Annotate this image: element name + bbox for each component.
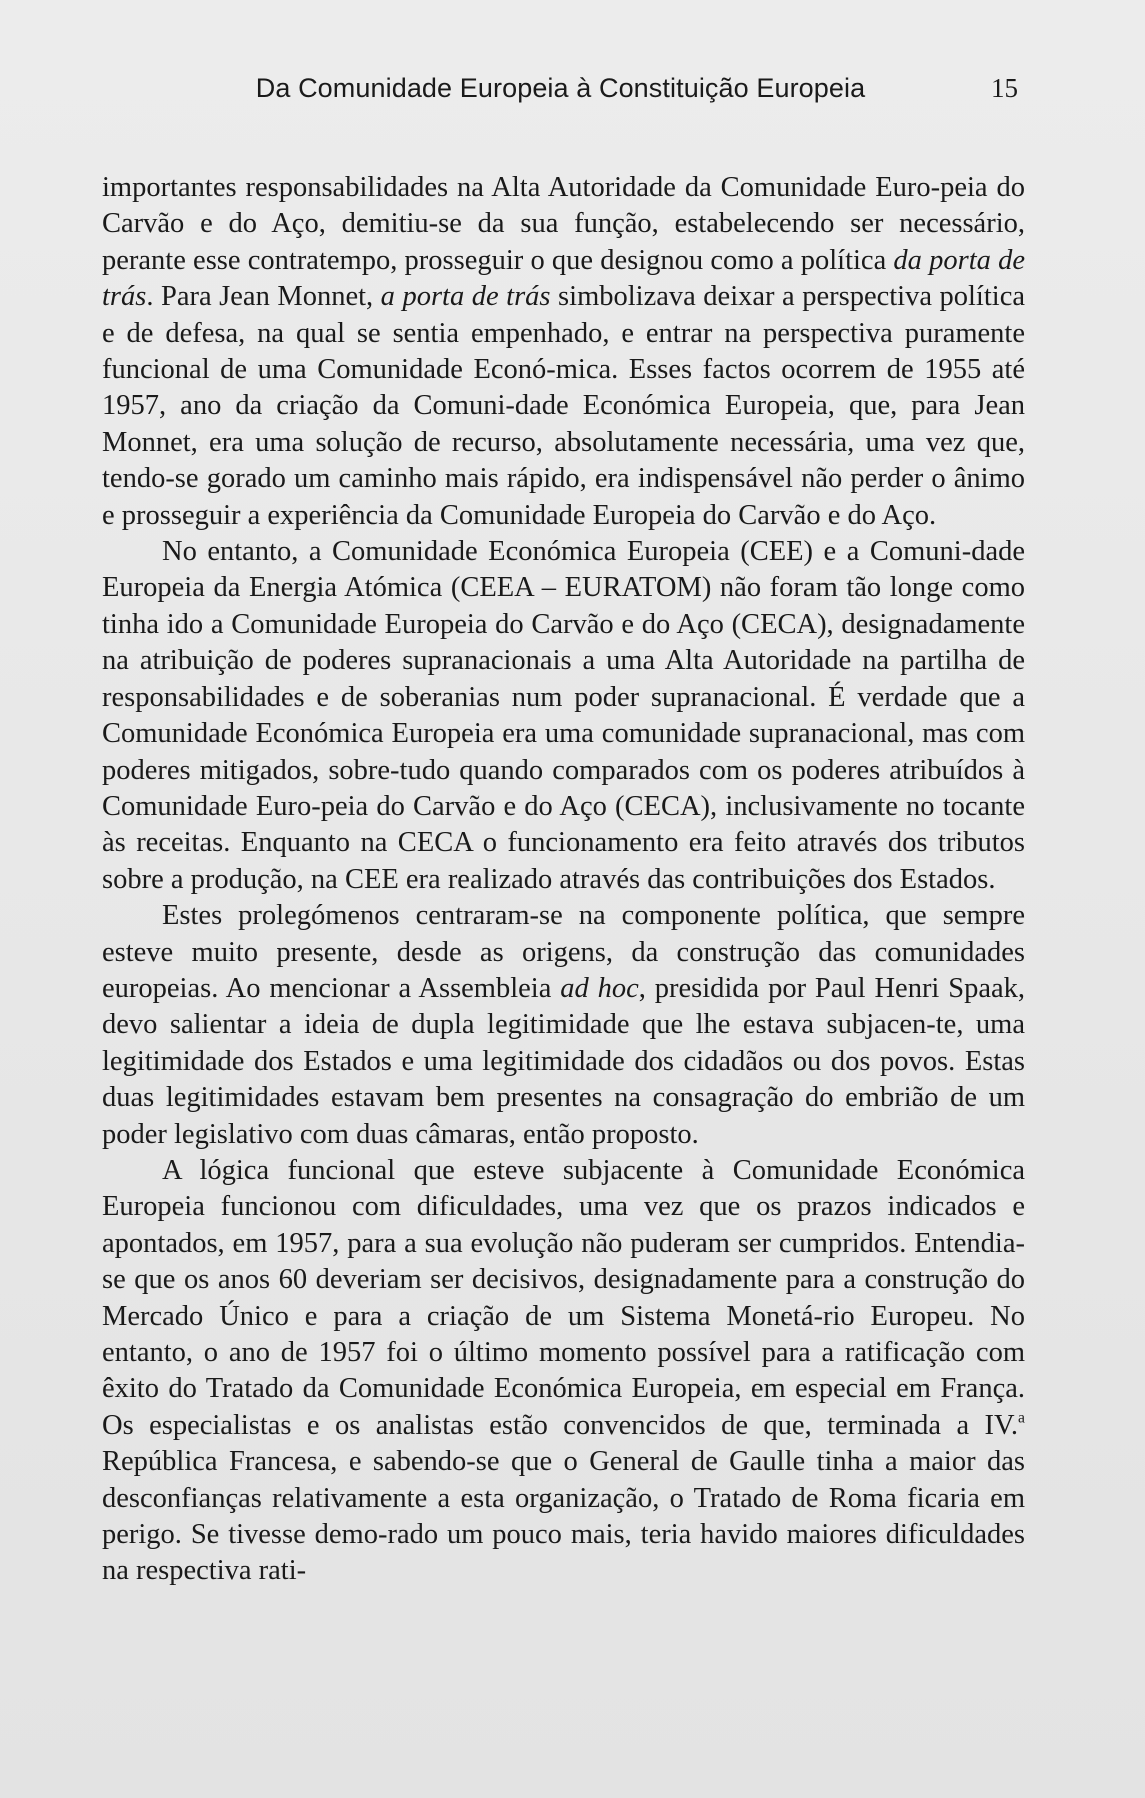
body-text — [102, 170, 1025, 1590]
italic-ad-hoc: ad hoc — [560, 972, 639, 1004]
paragraph-1-text-b: . Para Jean Monnet, — [146, 281, 381, 313]
italic-a-porta-de-tras: a porta de trás — [380, 281, 551, 313]
paragraph-4 — [102, 1153, 1025, 1590]
paragraph-3-text-a: Estes prolegómenos centraram-se na componente política, que sempre esteve muito presente, desde as origens, da construção das comunidades europeias. Ao mencionar a Assembleia — [102, 900, 1025, 1004]
ordinal-superscript: a — [1018, 1409, 1025, 1427]
paragraph-3-text-b: , presidida por Paul Henri Spaak, devo salientar a ideia de dupla legitimidade que lhe estava subjacen-te, uma legitimidade dos Estados e uma legitimidade dos cidadãos ou dos povos. Estas duas legitimidades estavam bem presentes na consagração do embrião de um poder legislativo com duas câmaras, então proposto. — [102, 972, 1025, 1150]
paragraph-1-text-c: simbolizava deixar a perspectiva política e de defesa, na qual se sentia empenhado, e entrar na perspectiva puramente funcional de uma Comunidade Econó-mica. Esses factos ocorrem de 1955 até 1957, ano da criação da Comuni-dade Económica Europeia, que, para Jean Monnet, era uma solução de recurso, absolutamente necessária, uma vez que, tendo-se gorado um caminho mais rápido, era indispensável não perder o ânimo e prosseguir a experiência da Comunidade Europeia do Carvão e do Aço. — [102, 281, 1025, 531]
paragraph-1 — [102, 170, 1025, 534]
page-number: 15 — [991, 73, 1018, 103]
paragraph-1-text-a: importantes responsabilidades na Alta Autoridade da Comunidade Euro-peia do Carvão e do Aço, demitiu-se da sua função, estabelecendo ser necessário, perante esse contratempo, prosseguir o que designou como a política — [102, 172, 1025, 276]
paragraph-3 — [102, 898, 1025, 1153]
italic-da-porta-de-tras: da porta de trás — [102, 244, 1025, 313]
paragraph-4-text-b: República Francesa, e sabendo-se que o General de Gaulle tinha a maior das desconfianças relativamente a esta organização, o Tratado de Roma ficaria em perigo. Se tivesse demo-rado um pouco mais, teria havido maiores dificuldades na respectiva rati- — [102, 1446, 1025, 1587]
paragraph-4-text-a: A lógica funcional que esteve subjacente à Comunidade Económica Europeia funcionou com dificuldades, uma vez que os prazos indicados e apontados, em 1957, para a sua evolução não puderam ser cumpridos. Entendia-se que os anos 60 deveriam ser decisivos, designadamente para a construção do Mercado Único e para a criação de um Sistema Monetá-rio Europeu. No entanto, o ano de 1957 foi o último momento possível para a ratificação com êxito do Tratado da Comunidade Económica Europeia, em especial em França. Os especialistas e os analistas estão convencidos de que, terminada a IV. — [102, 1154, 1025, 1441]
paragraph-2: No entanto, a Comunidade Económica Europeia (CEE) e a Comuni-dade Europeia da Energia Atómica (CEEA – EURATOM) não foram tão longe como tinha ido a Comunidade Europeia do Carvão e do Aço (CECA), designadamente na atribuição de poderes supranacionais a uma Alta Autoridade na partilha de responsabilidades e de soberanias num poder supranacional. É verdade que a Comunidade Económica Europeia era uma comunidade supranacional, mas com poderes mitigados, sobre-tudo quando comparados com os poderes atribuídos à Comunidade Euro-peia do Carvão e do Aço (CECA), inclusivamente no tocante às receitas. Enquanto na CECA o funcionamento era feito através dos tributos sobre a produção, na CEE era realizado através das contribuições dos Estados. — [102, 536, 1025, 895]
running-title: Da Comunidade Europeia à Constituição Europeia — [255, 73, 866, 103]
page-header — [0, 68, 1145, 108]
